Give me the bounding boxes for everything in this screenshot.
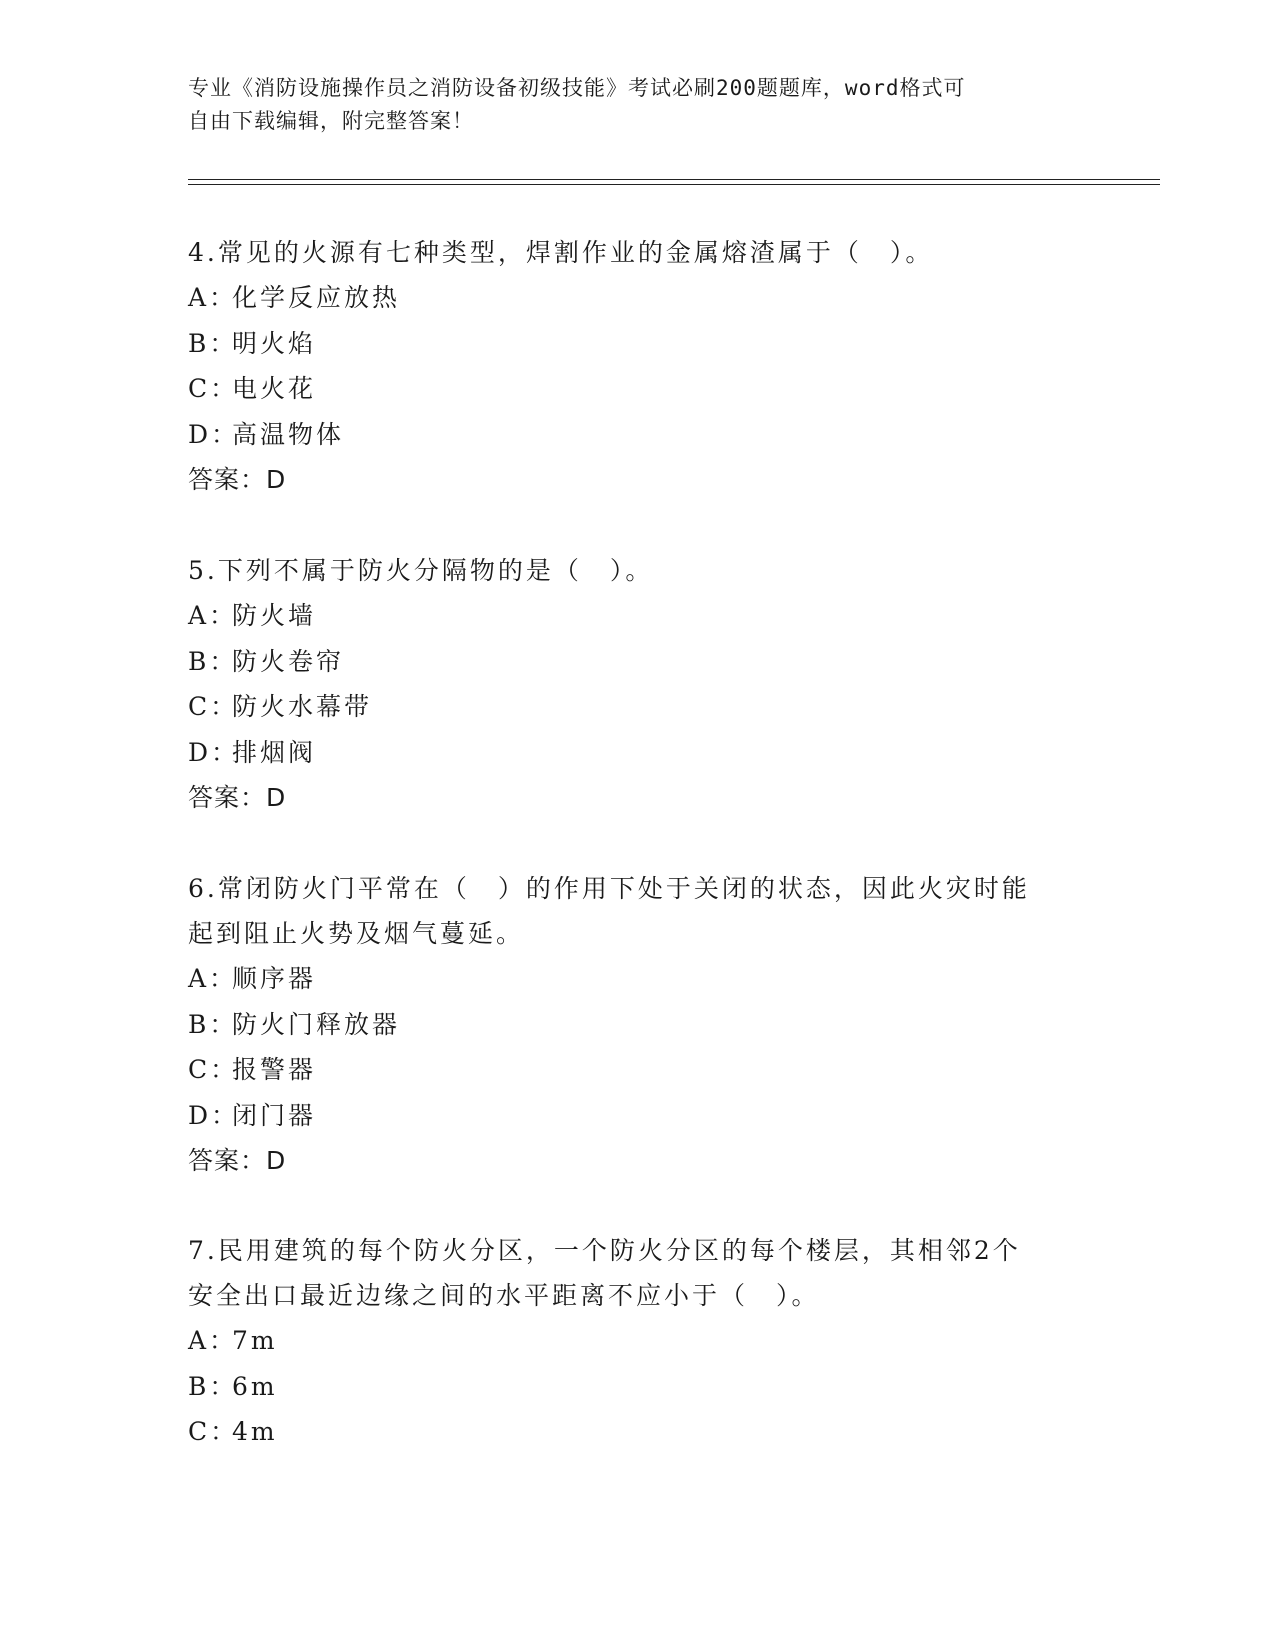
option-key: C： bbox=[188, 1417, 239, 1446]
option-c bbox=[188, 684, 1088, 730]
option-text: 闭门器 bbox=[232, 1100, 317, 1130]
option-text: 化学反应放热 bbox=[232, 283, 401, 312]
option-d bbox=[188, 412, 1088, 458]
option-a bbox=[188, 1318, 1088, 1364]
header-title-line-2: 自由下载编辑，附完整答案！ bbox=[188, 109, 474, 133]
question-stem bbox=[188, 1228, 1088, 1318]
option-text: 报警器 bbox=[232, 1055, 317, 1084]
option-key: C： bbox=[188, 1055, 239, 1084]
option-key: A： bbox=[188, 1326, 238, 1355]
option-d bbox=[188, 730, 1088, 776]
header-divider-bottom bbox=[188, 184, 1160, 185]
option-text: 顺序器 bbox=[232, 964, 317, 993]
option-text: 电火花 bbox=[232, 374, 317, 403]
option-b bbox=[188, 639, 1088, 685]
option-text: 7m bbox=[232, 1326, 278, 1355]
option-text: 防火墙 bbox=[232, 601, 317, 630]
question-stem-line: 起到阻止火势及烟气蔓延。 bbox=[188, 919, 525, 948]
header-title-line-1: 专业《消防设施操作员之消防设备初级技能》考试必刷200题题库，word格式可 bbox=[188, 76, 966, 100]
option-key: A： bbox=[188, 601, 238, 630]
option-key: B： bbox=[188, 1009, 238, 1039]
option-key: A： bbox=[188, 964, 238, 993]
answer-line: 答案：D bbox=[188, 1146, 287, 1175]
question-stem-line: 7.民用建筑的每个防火分区，一个防火分区的每个楼层，其相邻2个 bbox=[188, 1236, 1021, 1265]
question-stem-line: 6.常闭防火门平常在（ ）的作用下处于关闭的状态，因此火灾时能 bbox=[188, 874, 1030, 903]
question-stem-line: 安全出口最近边缘之间的水平距离不应小于（ ）。 bbox=[188, 1281, 820, 1310]
header-divider-top bbox=[188, 179, 1160, 180]
option-key: A： bbox=[188, 283, 238, 312]
question-4 bbox=[188, 230, 1088, 502]
option-c bbox=[188, 1047, 1088, 1093]
question-7 bbox=[188, 1228, 1088, 1455]
option-b bbox=[188, 1364, 1088, 1410]
option-c bbox=[188, 366, 1088, 412]
question-stem bbox=[188, 866, 1088, 956]
option-text: 高温物体 bbox=[232, 419, 345, 449]
option-a bbox=[188, 275, 1088, 321]
question-stem bbox=[188, 548, 1088, 593]
option-text: 4m bbox=[232, 1417, 278, 1446]
option-a bbox=[188, 593, 1088, 639]
option-key: B： bbox=[188, 328, 238, 358]
question-5 bbox=[188, 548, 1088, 820]
answer-line: 答案：D bbox=[188, 465, 287, 494]
option-key: D： bbox=[188, 737, 240, 767]
option-text: 6m bbox=[232, 1371, 278, 1401]
option-text: 防火门释放器 bbox=[232, 1009, 401, 1039]
option-text: 明火焰 bbox=[232, 328, 317, 358]
option-text: 防火水幕带 bbox=[232, 692, 373, 721]
option-a bbox=[188, 956, 1088, 1002]
option-key: B： bbox=[188, 1371, 238, 1401]
option-key: D： bbox=[188, 419, 240, 449]
answer-line: 答案：D bbox=[188, 783, 287, 812]
question-6 bbox=[188, 866, 1088, 1183]
option-key: D： bbox=[188, 1100, 240, 1130]
option-key: B： bbox=[188, 646, 238, 676]
option-c bbox=[188, 1409, 1088, 1455]
document-header bbox=[188, 72, 1068, 138]
option-b bbox=[188, 1002, 1088, 1048]
question-stem-line: 5.下列不属于防火分隔物的是（ ）。 bbox=[188, 556, 654, 585]
option-key: C： bbox=[188, 692, 239, 721]
option-b bbox=[188, 321, 1088, 367]
option-text: 排烟阀 bbox=[232, 737, 317, 767]
option-d bbox=[188, 1093, 1088, 1139]
question-stem-line: 4.常见的火源有七种类型，焊割作业的金属熔渣属于（ ）。 bbox=[188, 238, 934, 267]
option-text: 防火卷帘 bbox=[232, 646, 345, 676]
option-key: C： bbox=[188, 374, 239, 403]
question-stem bbox=[188, 230, 1088, 275]
